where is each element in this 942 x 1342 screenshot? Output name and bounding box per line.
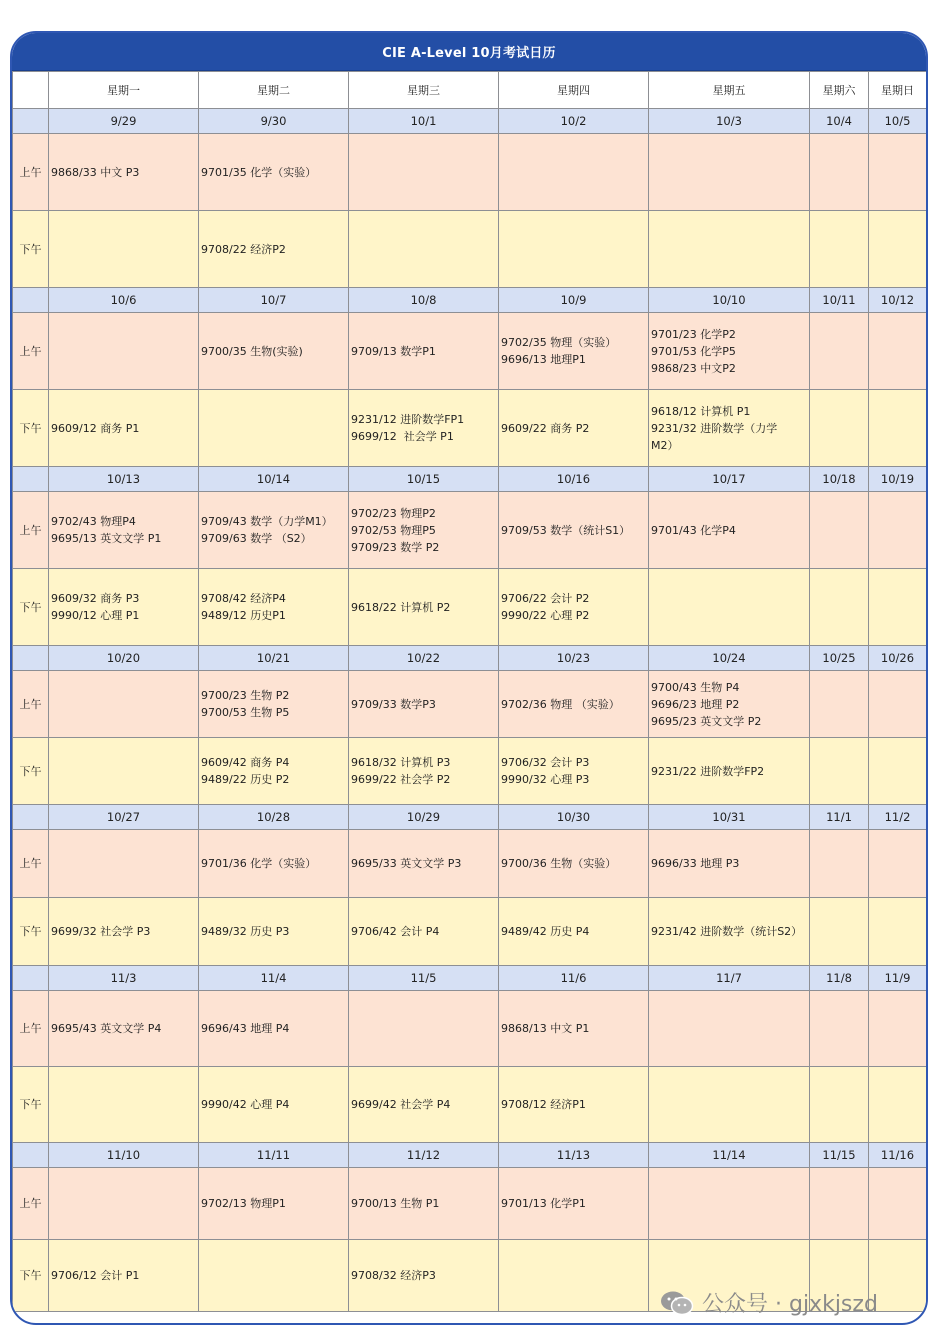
exam-cell [499, 671, 649, 738]
exam-cell [199, 569, 349, 646]
exam-entry: 9708/32 经济P3 [351, 1269, 436, 1282]
exam-cell [49, 569, 199, 646]
exam-entry: 9696/13 地理P1 [501, 353, 586, 366]
exam-cell [349, 830, 499, 898]
date-cell: 10/7 [199, 288, 349, 313]
pm-row [13, 738, 927, 805]
date-cell: 11/14 [649, 1143, 810, 1168]
date-cell: 10/12 [869, 288, 927, 313]
date-cell: 10/17 [649, 467, 810, 492]
exam-cell [49, 134, 199, 211]
exam-entry: 9700/36 生物（实验） [501, 857, 617, 870]
date-cell: 10/21 [199, 646, 349, 671]
date-row-spacer [13, 1143, 49, 1168]
date-cell: 10/15 [349, 467, 499, 492]
exam-entry: 9699/12 社会学 P1 [351, 430, 454, 443]
exam-cell [199, 671, 349, 738]
exam-cell [499, 569, 649, 646]
exam-entry: 9609/12 商务 P1 [51, 421, 140, 435]
date-cell: 11/1 [810, 805, 869, 830]
am-row [13, 991, 927, 1067]
exam-cell [49, 492, 199, 569]
exam-entry: 9700/13 生物 P1 [351, 1197, 440, 1210]
exam-entry: 9706/32 会计 P3 [501, 756, 590, 769]
am-row [13, 134, 927, 211]
exam-cell [349, 390, 499, 467]
exam-cell [199, 313, 349, 390]
pm-label: 下午 [13, 898, 49, 966]
weekday-header: 星期二 [199, 72, 349, 109]
date-cell: 10/1 [349, 109, 499, 134]
exam-cell [199, 1168, 349, 1240]
exam-cell [349, 738, 499, 805]
exam-cell [649, 492, 810, 569]
exam-entry: 9701/23 化学P2 [651, 327, 736, 341]
exam-entry: 9489/12 历史P1 [201, 609, 286, 622]
exam-entry: 9708/12 经济P1 [501, 1098, 586, 1111]
exam-cell [869, 991, 927, 1067]
exam-entry: 9709/33 数学P3 [351, 697, 436, 711]
date-row [13, 467, 927, 492]
date-cell: 11/12 [349, 1143, 499, 1168]
exam-cell [869, 738, 927, 805]
exam-cell [199, 492, 349, 569]
date-row-spacer [13, 288, 49, 313]
am-label: 上午 [13, 991, 49, 1067]
exam-cell [499, 830, 649, 898]
date-cell: 10/6 [49, 288, 199, 313]
exam-entry: 9609/22 商务 P2 [501, 421, 590, 435]
exam-cell [49, 390, 199, 467]
pm-row [13, 569, 927, 646]
exam-cell [649, 671, 810, 738]
exam-entry: 9231/12 进阶数学FP1 [351, 413, 465, 426]
date-cell: 11/5 [349, 966, 499, 991]
exam-cell [649, 1168, 810, 1240]
exam-cell [49, 313, 199, 390]
weekday-header: 星期六 [810, 72, 869, 109]
exam-cell [869, 1168, 927, 1240]
exam-entry: 9708/22 经济P2 [201, 242, 286, 256]
exam-entry: 9702/23 物理P2 [351, 506, 436, 520]
date-cell: 11/15 [810, 1143, 869, 1168]
exam-cell [349, 211, 499, 288]
exam-entry: 9489/42 历史 P4 [501, 925, 590, 938]
date-cell: 10/19 [869, 467, 927, 492]
date-cell: 11/9 [869, 966, 927, 991]
exam-cell [199, 1240, 349, 1312]
exam-cell [499, 738, 649, 805]
exam-cell [349, 492, 499, 569]
am-row [13, 313, 927, 390]
date-row-spacer [13, 805, 49, 830]
exam-entry: 9695/43 英文文学 P4 [51, 1022, 162, 1035]
date-cell: 11/4 [199, 966, 349, 991]
exam-entry: 9709/43 数学（力学M1） [201, 515, 333, 528]
exam-entry: 9231/32 进阶数学（力学 [651, 421, 778, 435]
date-row-spacer [13, 109, 49, 134]
exam-entry: 9709/23 数学 P2 [351, 540, 440, 554]
exam-cell [869, 898, 927, 966]
date-cell: 11/6 [499, 966, 649, 991]
am-row [13, 492, 927, 569]
exam-entry: 9706/42 会计 P4 [351, 925, 440, 938]
date-row [13, 646, 927, 671]
exam-entry: 9990/12 心理 P1 [51, 609, 140, 622]
date-cell: 9/29 [49, 109, 199, 134]
exam-cell [199, 991, 349, 1067]
am-label: 上午 [13, 830, 49, 898]
am-label: 上午 [13, 134, 49, 211]
exam-cell [49, 671, 199, 738]
exam-cell [649, 390, 810, 467]
pm-label: 下午 [13, 1067, 49, 1143]
exam-cell [649, 134, 810, 211]
exam-entry: 9231/42 进阶数学（统计S2） [651, 925, 803, 938]
date-cell: 10/28 [199, 805, 349, 830]
exam-cell [649, 1067, 810, 1143]
pm-label: 下午 [13, 390, 49, 467]
exam-entry: 9618/22 计算机 P2 [351, 600, 451, 614]
exam-cell [499, 991, 649, 1067]
exam-cell [499, 492, 649, 569]
exam-cell [649, 898, 810, 966]
date-cell: 11/16 [869, 1143, 927, 1168]
exam-cell [810, 569, 869, 646]
date-row [13, 1143, 927, 1168]
am-label: 上午 [13, 671, 49, 738]
weekday-header: 星期四 [499, 72, 649, 109]
date-cell: 11/7 [649, 966, 810, 991]
weekday-header-row [13, 72, 927, 109]
exam-entry: 9702/35 物理（实验） [501, 336, 617, 349]
exam-entry: 9701/53 化学P5 [651, 344, 736, 358]
pm-row [13, 390, 927, 467]
exam-cell [349, 991, 499, 1067]
exam-entry: 9709/63 数学 （S2） [201, 532, 312, 545]
date-row [13, 288, 927, 313]
exam-entry: 9699/22 社会学 P2 [351, 773, 451, 786]
date-cell: 10/18 [810, 467, 869, 492]
pm-row [13, 898, 927, 966]
date-row-spacer [13, 966, 49, 991]
exam-cell [349, 134, 499, 211]
exam-cell [649, 313, 810, 390]
exam-cell [869, 313, 927, 390]
exam-cell [869, 830, 927, 898]
am-label: 上午 [13, 492, 49, 569]
exam-cell [349, 313, 499, 390]
date-cell: 10/5 [869, 109, 927, 134]
date-cell: 10/31 [649, 805, 810, 830]
exam-entry: 9695/13 英文文学 P1 [51, 532, 162, 545]
exam-entry: 9702/43 物理P4 [51, 515, 136, 528]
calendar-frame [10, 31, 928, 1325]
exam-cell [810, 1067, 869, 1143]
pm-row [13, 1067, 927, 1143]
am-label: 上午 [13, 1168, 49, 1240]
exam-entry: 9990/42 心理 P4 [201, 1098, 290, 1111]
date-cell: 10/11 [810, 288, 869, 313]
exam-entry: 9706/12 会计 P1 [51, 1269, 140, 1282]
exam-cell [869, 671, 927, 738]
date-cell: 10/25 [810, 646, 869, 671]
date-cell: 10/24 [649, 646, 810, 671]
am-label: 上午 [13, 313, 49, 390]
exam-cell [499, 898, 649, 966]
exam-cell [499, 1067, 649, 1143]
calendar-title: CIE A-Level 10月考试日历 [12, 33, 926, 71]
exam-cell [499, 1240, 649, 1312]
exam-cell [199, 898, 349, 966]
exam-cell [810, 671, 869, 738]
date-cell: 11/2 [869, 805, 927, 830]
exam-entry: 9489/32 历史 P3 [201, 925, 290, 938]
date-cell: 10/23 [499, 646, 649, 671]
date-cell: 11/3 [49, 966, 199, 991]
exam-cell [810, 738, 869, 805]
exam-entry: 9699/42 社会学 P4 [351, 1098, 451, 1111]
pm-label: 下午 [13, 1240, 49, 1312]
exam-entry: 9696/33 地理 P3 [651, 857, 740, 870]
exam-cell [649, 830, 810, 898]
exam-cell [810, 898, 869, 966]
exam-cell [869, 492, 927, 569]
date-cell: 10/16 [499, 467, 649, 492]
exam-cell [49, 830, 199, 898]
date-cell: 11/11 [199, 1143, 349, 1168]
am-row [13, 1168, 927, 1240]
exam-entry: 9701/36 化学（实验） [201, 857, 317, 870]
exam-cell [810, 390, 869, 467]
corner-cell [13, 72, 49, 109]
exam-entry: 9696/43 地理 P4 [201, 1022, 290, 1035]
date-cell: 10/29 [349, 805, 499, 830]
exam-cell [49, 1240, 199, 1312]
exam-entry: 9699/32 社会学 P3 [51, 925, 151, 938]
exam-entry: 9702/53 物理P5 [351, 523, 436, 537]
exam-entry: M2） [651, 438, 679, 452]
exam-calendar-table [12, 71, 927, 1312]
watermark [660, 1287, 878, 1318]
exam-entry: 9609/32 商务 P3 [51, 592, 140, 605]
exam-cell [199, 134, 349, 211]
watermark-text: 公众号 · gjxkjszd [702, 1292, 878, 1317]
exam-entry: 9701/35 化学（实验） [201, 165, 317, 179]
exam-entry: 9868/33 中文 P3 [51, 165, 140, 179]
date-cell: 10/13 [49, 467, 199, 492]
exam-cell [349, 569, 499, 646]
exam-entry: 9700/23 生物 P2 [201, 689, 290, 702]
date-cell: 9/30 [199, 109, 349, 134]
exam-cell [349, 1240, 499, 1312]
exam-cell [499, 1168, 649, 1240]
exam-cell [869, 211, 927, 288]
exam-entry: 9702/36 物理 （实验） [501, 697, 620, 711]
am-row [13, 671, 927, 738]
exam-entry: 9702/13 物理P1 [201, 1197, 286, 1210]
date-cell: 10/10 [649, 288, 810, 313]
date-row [13, 966, 927, 991]
date-cell: 10/3 [649, 109, 810, 134]
exam-entry: 9695/33 英文文学 P3 [351, 857, 462, 870]
exam-cell [499, 313, 649, 390]
pm-row [13, 211, 927, 288]
exam-entry: 9489/22 历史 P2 [201, 773, 290, 786]
exam-entry: 9701/13 化学P1 [501, 1197, 586, 1210]
exam-cell [810, 313, 869, 390]
exam-cell [349, 1067, 499, 1143]
exam-cell [869, 134, 927, 211]
date-cell: 10/2 [499, 109, 649, 134]
exam-cell [499, 134, 649, 211]
exam-entry: 9868/23 中文P2 [651, 361, 736, 375]
exam-cell [869, 1067, 927, 1143]
am-row [13, 830, 927, 898]
exam-entry: 9700/53 生物 P5 [201, 706, 290, 719]
exam-cell [649, 569, 810, 646]
pm-label: 下午 [13, 569, 49, 646]
exam-cell [499, 211, 649, 288]
date-cell: 10/4 [810, 109, 869, 134]
date-cell: 10/9 [499, 288, 649, 313]
exam-cell [349, 671, 499, 738]
date-cell: 10/20 [49, 646, 199, 671]
weekday-header: 星期五 [649, 72, 810, 109]
exam-entry: 9618/32 计算机 P3 [351, 756, 451, 769]
exam-cell [49, 991, 199, 1067]
exam-cell [810, 211, 869, 288]
date-cell: 10/30 [499, 805, 649, 830]
exam-entry: 9990/32 心理 P3 [501, 773, 590, 786]
pm-label: 下午 [13, 738, 49, 805]
exam-cell [810, 134, 869, 211]
weekday-header: 星期三 [349, 72, 499, 109]
date-row [13, 805, 927, 830]
exam-cell [199, 738, 349, 805]
exam-cell [810, 991, 869, 1067]
exam-entry: 9696/23 地理 P2 [651, 697, 740, 711]
exam-entry: 9618/12 计算机 P1 [651, 404, 751, 418]
date-row-spacer [13, 646, 49, 671]
exam-entry: 9706/22 会计 P2 [501, 592, 590, 605]
exam-entry: 9708/42 经济P4 [201, 592, 286, 605]
exam-entry: 9700/43 生物 P4 [651, 680, 740, 694]
exam-entry: 9709/53 数学（统计S1） [501, 523, 631, 537]
exam-cell [649, 991, 810, 1067]
exam-cell [199, 1067, 349, 1143]
exam-cell [49, 1067, 199, 1143]
date-cell: 10/27 [49, 805, 199, 830]
exam-cell [649, 738, 810, 805]
exam-cell [810, 830, 869, 898]
exam-cell [499, 390, 649, 467]
exam-cell [810, 1168, 869, 1240]
exam-entry: 9709/13 数学P1 [351, 344, 436, 358]
date-cell: 10/26 [869, 646, 927, 671]
weekday-header: 星期一 [49, 72, 199, 109]
date-cell: 10/22 [349, 646, 499, 671]
exam-cell [869, 569, 927, 646]
exam-entry: 9868/13 中文 P1 [501, 1022, 590, 1035]
exam-entry: 9231/22 进阶数学FP2 [651, 764, 765, 778]
date-cell: 11/13 [499, 1143, 649, 1168]
date-cell: 11/8 [810, 966, 869, 991]
date-row-spacer [13, 467, 49, 492]
exam-cell [349, 898, 499, 966]
exam-entry: 9990/22 心理 P2 [501, 609, 590, 622]
exam-cell [649, 211, 810, 288]
exam-entry: 9609/42 商务 P4 [201, 756, 290, 769]
date-cell: 10/8 [349, 288, 499, 313]
exam-cell [49, 211, 199, 288]
exam-cell [199, 211, 349, 288]
exam-cell [349, 1168, 499, 1240]
exam-cell [869, 390, 927, 467]
exam-entry: 9700/35 生物(实验) [201, 344, 303, 358]
exam-cell [49, 898, 199, 966]
exam-cell [199, 830, 349, 898]
pm-label: 下午 [13, 211, 49, 288]
exam-cell [49, 1168, 199, 1240]
exam-cell [49, 738, 199, 805]
exam-cell [199, 390, 349, 467]
date-cell: 10/14 [199, 467, 349, 492]
exam-cell [810, 492, 869, 569]
date-cell: 11/10 [49, 1143, 199, 1168]
wechat-icon [660, 1290, 694, 1316]
date-row [13, 109, 927, 134]
exam-entry: 9701/43 化学P4 [651, 523, 736, 537]
exam-entry: 9695/23 英文文学 P2 [651, 714, 762, 728]
weekday-header: 星期日 [869, 72, 927, 109]
